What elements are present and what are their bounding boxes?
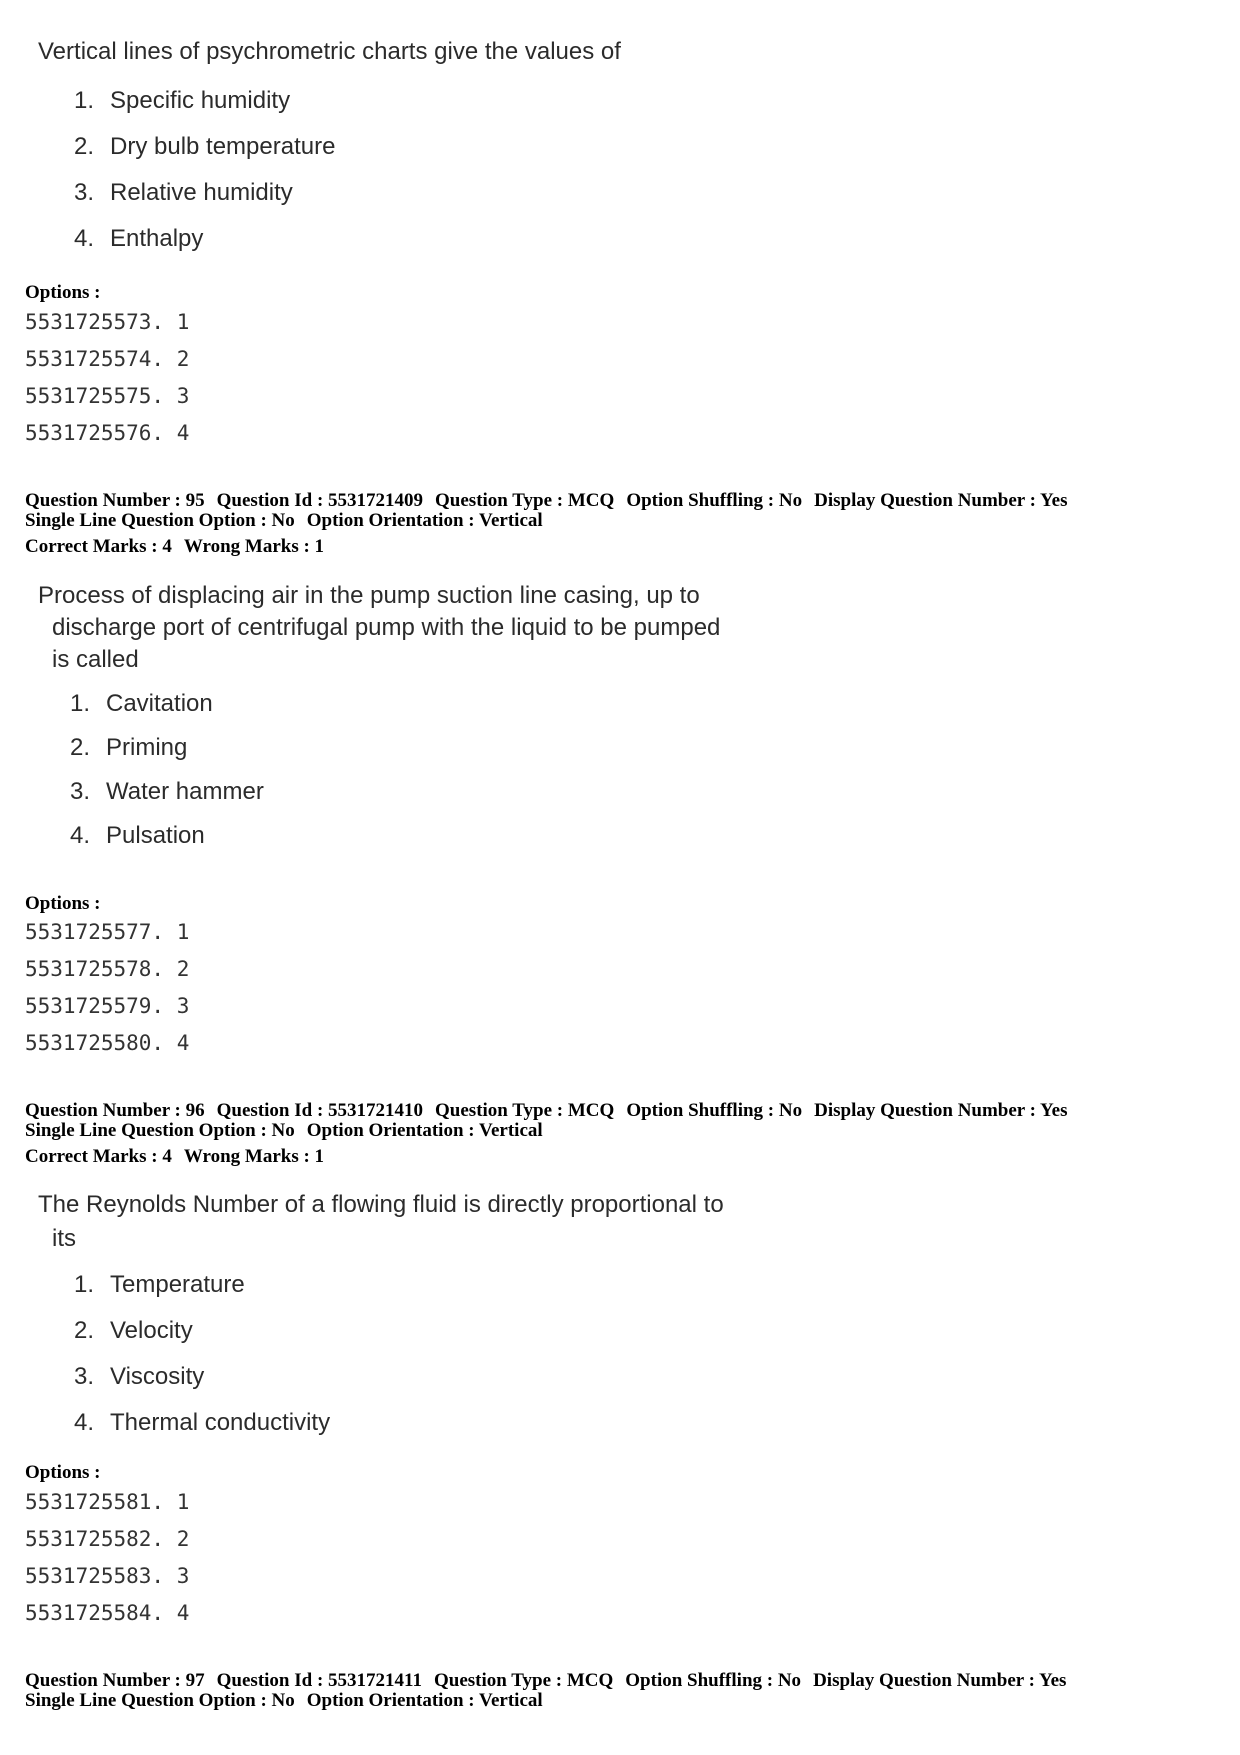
option-id-list <box>25 914 189 1062</box>
question-stem-line: is called <box>52 646 139 673</box>
option-id: 5531725584. 4 <box>25 1601 190 1625</box>
choice-item: 4. Enthalpy <box>73 225 204 252</box>
question-choices <box>66 78 621 262</box>
question-stem <box>38 1188 724 1256</box>
choice-item: 2. Priming <box>69 734 188 761</box>
options-label: Options : <box>25 282 101 303</box>
option-id-list <box>25 304 189 452</box>
question-95-image <box>38 580 720 858</box>
options-label: Options : <box>25 893 101 914</box>
option-id: 5531725581. 1 <box>25 1490 190 1514</box>
question-stem-line: discharge port of centrifugal pump with the liquid to be pumped <box>52 614 721 641</box>
question-stem-line: The Reynolds Number of a flowing fluid is directly proportional to <box>38 1191 724 1218</box>
question-stem-line: Vertical lines of psychrometric charts give the values of <box>38 38 621 65</box>
question-stem <box>38 580 720 676</box>
choice-item: 4. Thermal conductivity <box>73 1409 331 1436</box>
option-id: 5531725579. 3 <box>25 994 190 1018</box>
question-97-meta <box>25 1671 1078 1711</box>
question-94-image <box>38 36 621 262</box>
choice-item: 3. Relative humidity <box>73 179 293 206</box>
option-id: 5531725583. 3 <box>25 1564 190 1588</box>
meta-line: Question Number : 96 Question Id : 5531721410 Question Type : MCQ Option Shuffling : No Display Question Number : Yes <box>25 1100 1068 1121</box>
option-id: 5531725578. 2 <box>25 957 190 981</box>
choice-item: 1. Temperature <box>73 1271 245 1298</box>
option-id: 5531725576. 4 <box>25 421 190 445</box>
marks-line: Correct Marks : 4 Wrong Marks : 1 <box>25 536 325 557</box>
meta-line: Question Number : 95 Question Id : 5531721409 Question Type : MCQ Option Shuffling : No Display Question Number : Yes <box>25 490 1068 511</box>
question-stem <box>38 36 621 68</box>
marks-line: Correct Marks : 4 Wrong Marks : 1 <box>25 1146 325 1167</box>
choice-item: 4. Pulsation <box>69 822 205 849</box>
choice-item: 3. Water hammer <box>69 778 264 805</box>
meta-line: Single Line Question Option : No Option Orientation : Vertical <box>25 1120 543 1141</box>
question-stem-line: Process of displacing air in the pump suction line casing, up to <box>38 582 700 609</box>
choice-item: 3. Viscosity <box>73 1363 205 1390</box>
option-id: 5531725573. 1 <box>25 310 190 334</box>
option-id: 5531725577. 1 <box>25 920 190 944</box>
option-id: 5531725582. 2 <box>25 1527 190 1551</box>
option-id: 5531725580. 4 <box>25 1031 190 1055</box>
option-id: 5531725575. 3 <box>25 384 190 408</box>
question-96-image <box>38 1188 724 1446</box>
choice-item: 1. Specific humidity <box>73 87 291 114</box>
question-stem-line: its <box>52 1225 76 1252</box>
choice-item: 2. Dry bulb temperature <box>73 133 336 160</box>
question-95-meta <box>25 491 1079 557</box>
option-id: 5531725574. 2 <box>25 347 190 371</box>
option-id-list <box>25 1484 189 1632</box>
question-choices <box>62 682 720 858</box>
choice-item: 2. Velocity <box>73 1317 193 1344</box>
meta-line: Question Number : 97 Question Id : 5531721411 Question Type : MCQ Option Shuffling : No Display Question Number : Yes <box>25 1670 1067 1691</box>
options-label: Options : <box>25 1462 101 1483</box>
meta-line: Single Line Question Option : No Option Orientation : Vertical <box>25 510 543 531</box>
choice-item: 1. Cavitation <box>69 690 213 717</box>
meta-line: Single Line Question Option : No Option Orientation : Vertical <box>25 1690 543 1711</box>
question-choices <box>66 1262 724 1446</box>
question-96-meta <box>25 1101 1079 1167</box>
